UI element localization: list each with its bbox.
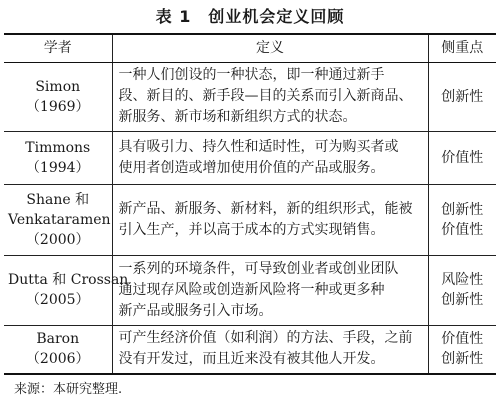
emphasis-label: 创新性 [441,201,484,218]
header-emphasis: 侧重点 [428,34,496,62]
scholar-cell [4,131,112,184]
scholar-year: （1994） [25,159,90,176]
scholar-name: Dutta 和 Crossan [8,272,129,288]
definition-cell [112,325,428,374]
emphasis-cell [428,255,496,325]
definition-line: 引入生产，并以高于成本的方式实现销售。 [118,221,385,238]
table-row [4,255,496,325]
emphasis-cell [428,325,496,374]
definition-cell [112,255,428,325]
definition-cell [112,62,428,131]
emphasis-label: 风险性 [441,272,484,288]
table-row [4,62,496,131]
definition-cell [112,131,428,184]
scholar-year: （2006） [25,351,90,368]
scholar-cell [4,184,112,255]
table-title: 表 1 创业机会定义回顾 [155,7,345,26]
emphasis-cell [428,62,496,131]
definition-line: 通过现存风险或创造新风险将一种或更多种 [118,281,385,298]
emphasis-label: 价值性 [441,331,484,348]
definition-line: 具有吸引力、持久性和适时性，可为购买者或 [118,138,399,155]
emphasis-label: 创新性 [441,88,484,105]
scholar-year: （2000） [25,231,90,248]
table-row [4,131,496,184]
scholar-name: Baron [36,331,80,348]
emphasis-label: 创新性 [441,351,484,368]
scholar-name: Simon [35,78,81,95]
definition-line: 一系列的环境条件，可导致创业者或创业团队 [118,260,399,277]
source-note: 来源：本研究整理. [14,382,123,397]
definition-line: 新产品、新服务、新材料，新的组织形式，能被 [118,200,413,217]
scholar-name: Shane 和 [26,191,90,208]
emphasis-label: 价值性 [441,221,484,238]
definition-cell [112,184,428,255]
scholar-year: （2005） [25,292,90,308]
definition-line: 新产品或服务引入市场。 [118,302,273,319]
opportunity-definition-table [4,33,496,375]
scholar-name: Timmons [25,139,91,156]
definition-line: 新服务、新市场和新组织方式的状态。 [118,109,357,125]
emphasis-cell [428,184,496,255]
table-row [4,184,496,255]
header-definition: 定义 [112,34,428,62]
header-scholar: 学者 [4,34,112,62]
scholar-cell [4,325,112,374]
definition-line: 段、新目的、新手段—目的关系而引入新商品、 [118,88,413,104]
scholar-cell [4,255,129,325]
table-row [4,325,496,374]
emphasis-label: 价值性 [441,149,484,166]
definition-line: 没有开发过，而且近来没有被其他人开发。 [118,351,385,368]
table-header-row [4,34,496,62]
definition-line: 可产生经济价值（如利润）的方法、手段，之前 [118,330,413,347]
scholar-cell [4,62,112,131]
definition-line: 使用者创造或增加使用价值的产品或服务。 [118,159,385,176]
emphasis-cell [428,131,496,184]
scholar-name: Venkataramen [8,211,111,228]
emphasis-label: 创新性 [441,292,484,308]
definition-line: 一种人们创设的一种状态，即一种通过新手 [118,67,385,83]
scholar-year: （1969） [25,98,90,115]
